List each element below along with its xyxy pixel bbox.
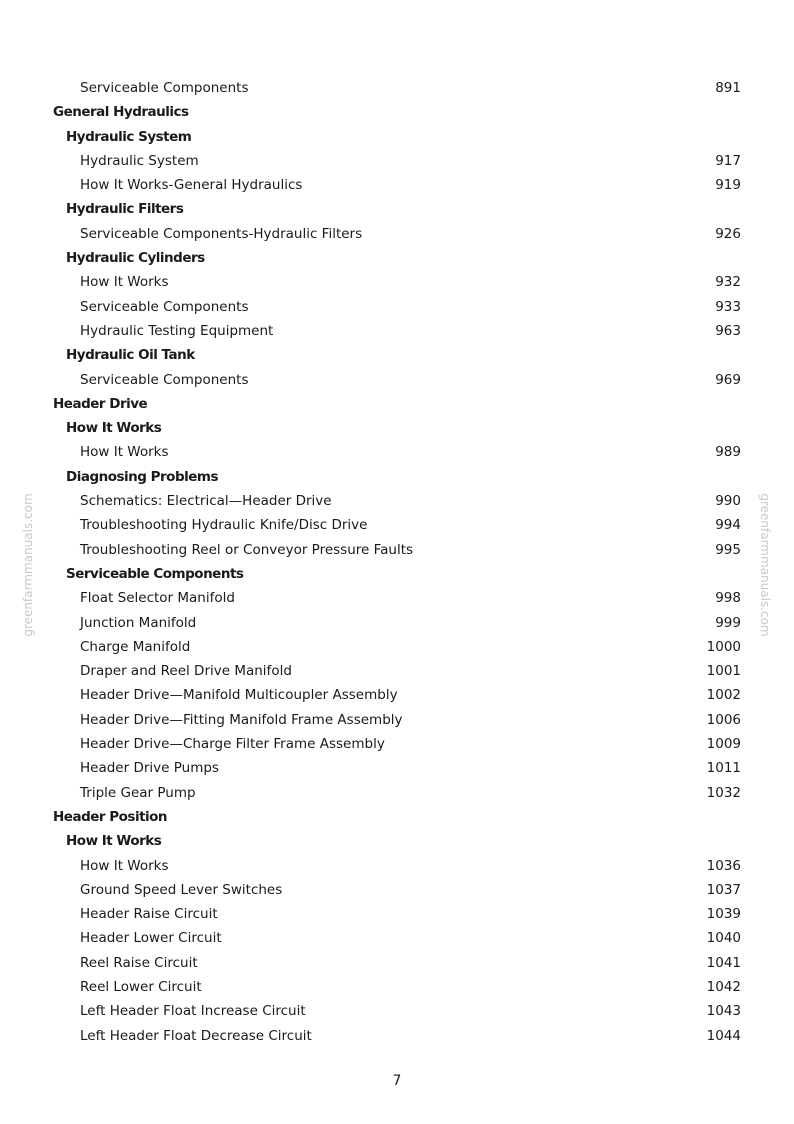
toc-entry-title: Serviceable Components (80, 371, 249, 388)
toc-entry[interactable] (0, 635, 794, 659)
toc-subsection-heading[interactable] (0, 343, 794, 367)
toc-entry-page: 926 (715, 225, 741, 242)
toc-entry[interactable] (0, 222, 794, 246)
toc-entry-page: 1002 (706, 687, 741, 704)
toc-entry[interactable] (0, 295, 794, 319)
toc-entry-title: How It Works (66, 833, 162, 850)
toc-entry-page: 1039 (706, 906, 741, 923)
toc-entry-title: Draper and Reel Drive Manifold (80, 663, 292, 680)
toc-entry[interactable] (0, 368, 794, 392)
toc-entry-title: How It Works (80, 274, 169, 291)
toc-entry-page: 917 (715, 152, 741, 169)
toc-entry-title: Header Drive—Charge Filter Frame Assembly (80, 736, 385, 753)
table-of-contents (0, 76, 794, 1048)
toc-entry[interactable] (0, 878, 794, 902)
toc-entry[interactable] (0, 975, 794, 999)
toc-subsection-heading[interactable] (0, 416, 794, 440)
toc-entry-title: Reel Lower Circuit (80, 978, 202, 995)
toc-entry[interactable] (0, 440, 794, 464)
toc-entry[interactable] (0, 708, 794, 732)
toc-entry-title: Hydraulic Filters (66, 201, 184, 218)
toc-entry[interactable] (0, 173, 794, 197)
toc-subsection-heading[interactable] (0, 125, 794, 149)
toc-entry-title: Hydraulic Oil Tank (66, 347, 195, 364)
toc-entry-page: 1043 (706, 1003, 741, 1020)
toc-entry-title: How It Works (66, 420, 162, 437)
watermark-left: greenfarmmanuals.com (21, 493, 35, 637)
toc-entry[interactable] (0, 489, 794, 513)
toc-entry[interactable] (0, 659, 794, 683)
toc-entry-page: 1006 (706, 711, 741, 728)
toc-entry-title: How It Works (80, 444, 169, 461)
toc-entry-title: Troubleshooting Reel or Conveyor Pressure Faults (80, 541, 414, 558)
toc-entry-title: Left Header Float Decrease Circuit (80, 1027, 312, 1044)
toc-entry-page: 932 (715, 274, 741, 291)
toc-entry-page: 1032 (706, 784, 741, 801)
toc-entry-title: Serviceable Components-Hydraulic Filters (80, 225, 363, 242)
toc-entry[interactable] (0, 854, 794, 878)
toc-entry-page: 995 (715, 541, 741, 558)
toc-entry[interactable] (0, 781, 794, 805)
toc-entry-title: Header Position (53, 808, 168, 825)
toc-entry-page: 963 (715, 322, 741, 339)
toc-entry-page: 999 (715, 614, 741, 631)
toc-subsection-heading[interactable] (0, 562, 794, 586)
toc-entry-title: Hydraulic System (66, 128, 192, 145)
toc-entry[interactable] (0, 538, 794, 562)
toc-entry-title: Diagnosing Problems (66, 468, 219, 485)
toc-entry[interactable] (0, 732, 794, 756)
toc-section-heading[interactable] (0, 100, 794, 124)
toc-entry[interactable] (0, 902, 794, 926)
toc-entry-title: Schematics: Electrical—Header Drive (80, 493, 332, 510)
toc-entry-title: Triple Gear Pump (80, 784, 196, 801)
toc-entry-title: General Hydraulics (53, 104, 189, 121)
toc-entry-page: 994 (715, 517, 741, 534)
toc-entry[interactable] (0, 951, 794, 975)
toc-entry-title: Serviceable Components (80, 298, 249, 315)
toc-entry[interactable] (0, 999, 794, 1023)
toc-entry-title: Hydraulic System (80, 152, 199, 169)
toc-entry-page: 1036 (706, 857, 741, 874)
toc-section-heading[interactable] (0, 805, 794, 829)
toc-subsection-heading[interactable] (0, 465, 794, 489)
page-number: 7 (392, 1073, 402, 1089)
toc-entry-title: Ground Speed Lever Switches (80, 881, 283, 898)
toc-entry-page: 1044 (706, 1027, 741, 1044)
toc-entry-page: 989 (715, 444, 741, 461)
toc-subsection-heading[interactable] (0, 246, 794, 270)
toc-entry-page: 1042 (706, 978, 741, 995)
toc-entry-title: Junction Manifold (80, 614, 197, 631)
toc-entry-title: Header Raise Circuit (80, 906, 218, 923)
toc-entry[interactable] (0, 611, 794, 635)
toc-subsection-heading[interactable] (0, 829, 794, 853)
toc-entry-page: 933 (715, 298, 741, 315)
toc-entry-title: Header Drive—Fitting Manifold Frame Assembly (80, 711, 403, 728)
watermark-right: greenfarmmanuals.com (758, 493, 772, 637)
toc-entry[interactable] (0, 756, 794, 780)
toc-entry-title: Header Lower Circuit (80, 930, 222, 947)
toc-entry[interactable] (0, 586, 794, 610)
toc-entry-title: Hydraulic Cylinders (66, 250, 205, 267)
toc-entry-title: Left Header Float Increase Circuit (80, 1003, 306, 1020)
toc-entry-page: 1009 (706, 736, 741, 753)
toc-entry-page: 990 (715, 493, 741, 510)
toc-entry[interactable] (0, 149, 794, 173)
toc-entry-page: 1041 (706, 954, 741, 971)
toc-entry[interactable] (0, 683, 794, 707)
toc-entry[interactable] (0, 1024, 794, 1048)
toc-entry-title: Reel Raise Circuit (80, 954, 198, 971)
toc-section-heading[interactable] (0, 392, 794, 416)
toc-entry-title: Header Drive—Manifold Multicoupler Assembly (80, 687, 398, 704)
toc-subsection-heading[interactable] (0, 197, 794, 221)
toc-entry-page: 1040 (706, 930, 741, 947)
toc-entry-title: Float Selector Manifold (80, 590, 235, 607)
toc-entry-page: 1037 (706, 881, 741, 898)
toc-entry-title: Header Drive Pumps (80, 760, 219, 777)
toc-entry-page: 998 (715, 590, 741, 607)
toc-entry-page: 969 (715, 371, 741, 388)
toc-entry-page: 919 (715, 177, 741, 194)
toc-entry-title: Serviceable Components (80, 80, 249, 96)
toc-entry-title: Header Drive (53, 395, 148, 412)
toc-entry[interactable] (0, 926, 794, 950)
toc-entry-title: Serviceable Components (66, 565, 244, 582)
toc-entry-title: Hydraulic Testing Equipment (80, 322, 274, 339)
toc-entry-page: 1000 (706, 638, 741, 655)
toc-entry-page: 891 (715, 80, 741, 96)
toc-entry-page: 1001 (706, 663, 741, 680)
toc-entry[interactable] (0, 319, 794, 343)
toc-entry-title: Troubleshooting Hydraulic Knife/Disc Drive (80, 517, 368, 534)
toc-entry[interactable] (0, 76, 794, 100)
toc-entry-title: How It Works-General Hydraulics (80, 177, 303, 194)
toc-entry-page: 1011 (706, 760, 741, 777)
toc-entry-title: Charge Manifold (80, 638, 191, 655)
toc-entry-title: How It Works (80, 857, 169, 874)
toc-entry[interactable] (0, 513, 794, 537)
toc-entry[interactable] (0, 270, 794, 294)
